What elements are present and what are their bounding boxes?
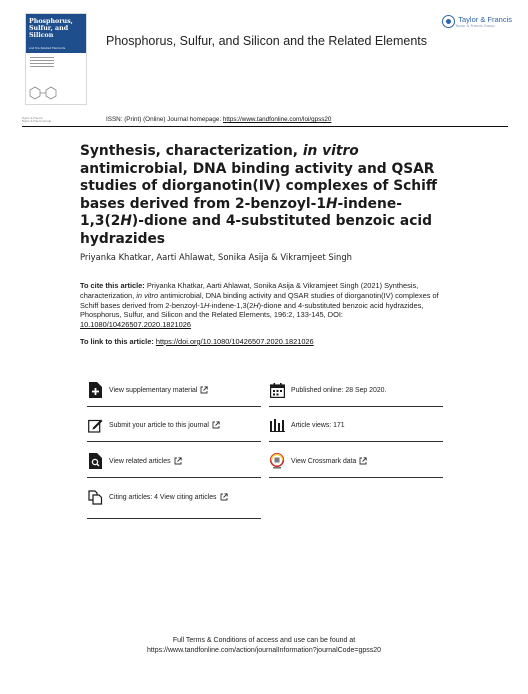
citation-italic: H — [253, 300, 259, 310]
title-italic: H — [325, 195, 338, 212]
article-title — [80, 143, 440, 248]
citation-text: antimicrobial, DNA binding activity and QSAR studies of diorganotin(IV) complexes of Schiff bases derived from 2-benzoyl-1 — [80, 290, 439, 310]
external-link-icon — [200, 386, 208, 394]
external-link-icon — [174, 457, 182, 465]
copy-documents-icon — [87, 489, 103, 505]
citing-label: Citing articles: 4 View citing articles — [109, 493, 217, 501]
footer — [0, 636, 528, 655]
divider — [269, 441, 443, 442]
crossmark-label: View Crossmark data — [291, 457, 357, 465]
doi-link[interactable]: 10.1080/10426507.2020.1821026 — [80, 320, 191, 330]
citation-italic: in vitro — [136, 290, 159, 300]
issn-text: ISSN: (Print) (Online) Journal homepage: — [106, 116, 223, 123]
divider — [87, 406, 261, 407]
edit-icon — [87, 417, 103, 433]
issn-line — [106, 116, 331, 123]
title-part: Synthesis, characterization, — [80, 143, 303, 159]
small-publisher-text: Taylor & Francis Taylor & Francis Group — [22, 117, 52, 124]
divider — [87, 518, 261, 519]
divider — [87, 441, 261, 442]
journal-homepage-link[interactable]: https://www.tandfonline.com/loi/gpss20 — [222, 116, 332, 123]
header-divider — [22, 126, 508, 127]
external-link-icon — [359, 457, 367, 465]
submit-label: Submit your article to this journal — [109, 421, 209, 429]
article-views — [269, 417, 345, 433]
cover-text-lines — [30, 57, 54, 69]
citation-italic: H — [203, 300, 210, 310]
title-part: -indene-1,3(2 — [80, 195, 402, 229]
publisher-logo[interactable] — [442, 15, 512, 28]
calendar-icon — [269, 382, 285, 398]
journal-cover — [25, 13, 87, 105]
cover-title: Phosphorus, Sulfur, and Silicon — [29, 18, 73, 39]
title-italic: in vitro — [302, 143, 359, 159]
view-related-link[interactable] — [87, 453, 182, 469]
divider — [87, 477, 261, 478]
external-link-icon — [220, 493, 228, 501]
publisher-logo-icon — [442, 15, 455, 28]
published-online — [269, 382, 386, 398]
published-label: Published online: 28 Sep 2020. — [291, 386, 387, 394]
authors: Priyanka Khatkar, Aarti Ahlawat, Sonika Asija & Vikramjeet Singh — [80, 252, 352, 262]
bar-chart-icon — [269, 417, 285, 433]
supplementary-label: View supplementary material — [109, 386, 198, 394]
journal-title: Phosphorus, Sulfur, and Silicon and the Related Elements — [106, 34, 428, 48]
citation-text: Priyanka Khatkar, Aarti Ahlawat, Sonika Asija & Vikramjeet Singh (2021) Synthesis, characterization, — [80, 281, 419, 300]
crossmark-icon — [269, 453, 285, 469]
view-supplementary-link[interactable] — [87, 382, 208, 398]
document-plus-icon — [87, 382, 103, 398]
title-italic: H — [120, 213, 132, 229]
cover-subtitle: and the Related Elements — [29, 46, 66, 50]
related-label: View related articles — [109, 457, 171, 465]
article-doi-link[interactable]: https://doi.org/10.1080/10426507.2020.1821026 — [155, 337, 314, 346]
divider — [269, 406, 443, 407]
citation-text: )-dione and 4-substituted benzoic acid hydrazides, Phosphorus, Sulfur, and Silicon and the Related Elements, 196:2, 133-145, DOI: — [80, 300, 424, 320]
citing-articles-link[interactable] — [87, 489, 228, 505]
divider — [269, 477, 443, 478]
publisher-name: Taylor & Francis — [458, 14, 512, 24]
title-part: antimicrobial, DNA binding activity and QSAR studies of diorganotin(IV) complexes of Schiff bases derived from 2-benzoyl-1 — [80, 160, 438, 212]
article-link-line — [80, 337, 314, 346]
citation-text: -indene-1,3(2 — [209, 300, 254, 310]
external-link-icon — [212, 421, 220, 429]
link-label: To link to this article: — [80, 337, 156, 346]
publisher-sub: Taylor & Francis Group — [455, 23, 495, 28]
citation — [80, 281, 450, 330]
footer-url[interactable]: https://www.tandfonline.com/action/journalInformation?journalCode=gpss20 — [146, 646, 382, 654]
molecule-icon — [29, 85, 59, 101]
citation-label: To cite this article: — [80, 281, 145, 290]
search-document-icon — [87, 453, 103, 469]
view-crossmark-link[interactable] — [269, 453, 367, 469]
footer-terms: Full Terms & Conditions of access and use can be found at — [172, 637, 356, 644]
views-label: Article views: 171 — [291, 421, 345, 429]
title-part: )-dione and 4-substituted benzoic acid hydrazides — [80, 213, 433, 247]
submit-article-link[interactable] — [87, 417, 220, 433]
